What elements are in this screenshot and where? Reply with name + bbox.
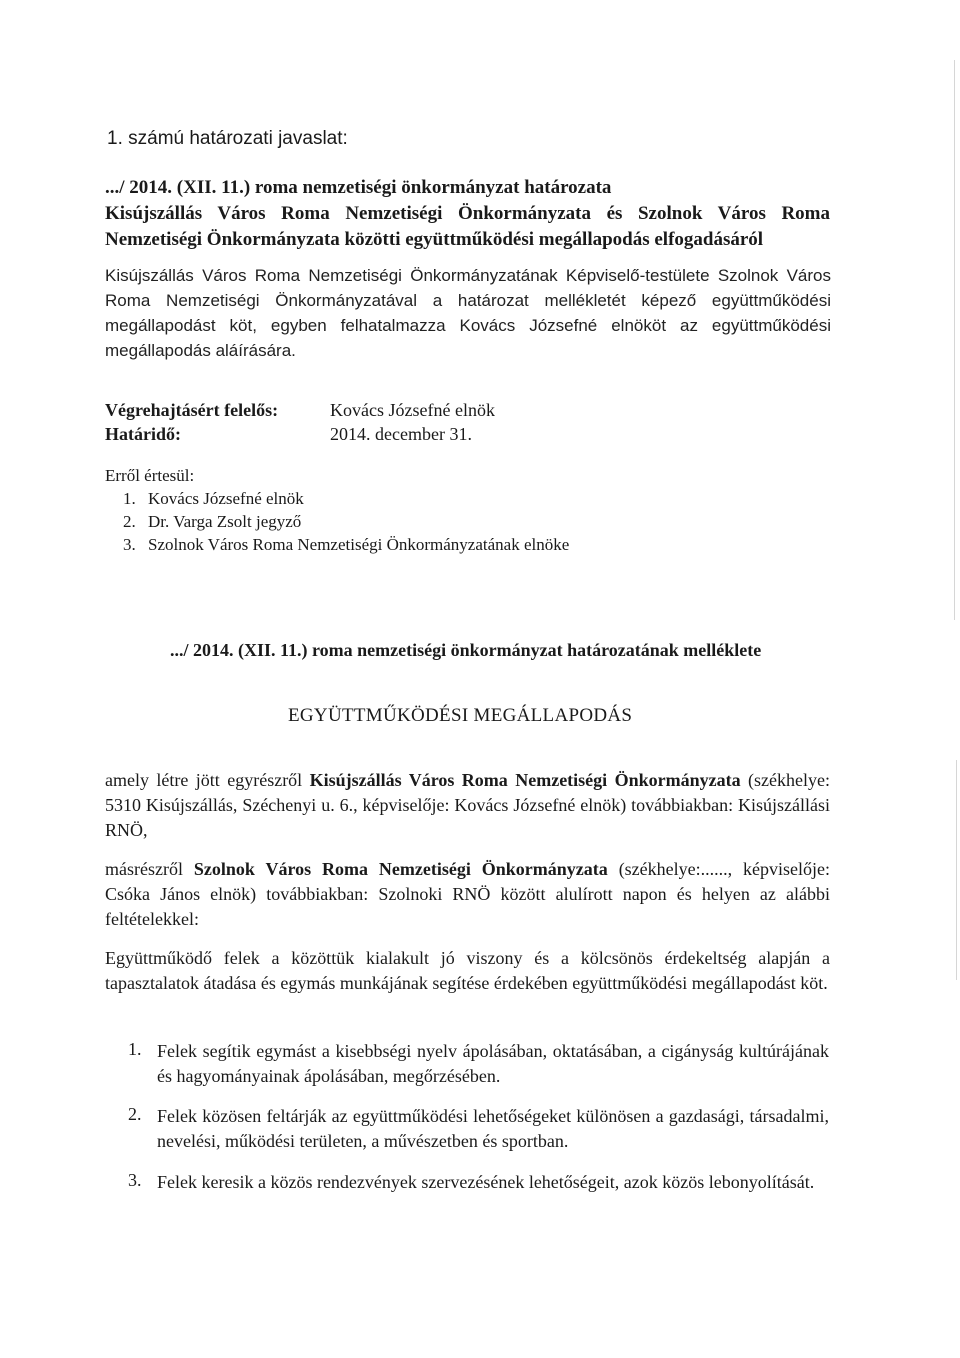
point-text: Felek közösen feltárják az együttműködési lehetőségeket különösen a gazdasági, társadalmi, nevelési, működési területen, a művészetben és sportban.: [157, 1106, 829, 1151]
notify-item-number: 1.: [123, 489, 136, 508]
party2-details: (székhelye:......, képviselője: Csóka János elnök) továbbiakban: Szolnoki RNÖ között alulírott napon és helyen az alábbi feltételekkel:: [105, 859, 831, 929]
notify-item-number: 2.: [123, 512, 136, 531]
resolution-heading: [105, 175, 830, 253]
notify-item: [123, 535, 569, 555]
notify-item-text: Szolnok Város Roma Nemzetiségi Önkormányzatának elnöke: [148, 535, 570, 554]
deadline-value: 2014. december 31.: [330, 424, 472, 444]
annex-heading: .../ 2014. (XII. 11.) roma nemzetiségi önkormányzat határozatának melléklete: [170, 640, 762, 660]
scan-edge-line: [956, 760, 957, 980]
party2-paragraph: [105, 857, 830, 932]
notify-title: Erről értesül:: [105, 466, 195, 485]
notify-item-number: 3.: [123, 535, 136, 554]
party1-name: Kisújszállás Város Roma Nemzetiségi Önkormányzata: [309, 770, 741, 790]
proposal-title: 1. számú határozati javaslat:: [107, 128, 348, 149]
party1-details: (székhelye: 5310 Kisújszállás, Széchenyi u. 6., képviselője: Kovács Józsefné elnök) továbbiakban: Kisújszállási RNÖ,: [105, 770, 830, 840]
point-number: 2.: [128, 1104, 142, 1124]
notify-item: [123, 512, 301, 532]
scan-edge-line: [954, 60, 955, 620]
deadline-label: Határidő:: [105, 424, 181, 444]
party1-intro: amely létre jött egyrészről: [105, 770, 303, 790]
resolution-heading-line: Kisújszállás Város Roma Nemzetiségi Önkormányzata és Szolnok Város Roma: [105, 203, 830, 224]
point-number: 3.: [128, 1170, 142, 1190]
party2-name: Szolnok Város Roma Nemzetiségi Önkormányzata: [193, 859, 608, 879]
resolution-heading-line: Nemzetiségi Önkormányzata közötti együttműködési megállapodás elfogadásáról: [105, 229, 764, 250]
party1-paragraph: [105, 768, 830, 843]
notify-item: [123, 489, 304, 509]
notify-item-text: Kovács Józsefné elnök: [148, 489, 304, 508]
point-text: Felek keresik a közös rendezvények szervezésének lehetőségeit, azok közös lebonyolítását.: [157, 1172, 815, 1192]
party2-intro: másrészről: [105, 859, 183, 879]
point-number: 1.: [128, 1039, 142, 1059]
agreement-intro: Együttműködő felek a közöttük kialakult jó viszony és a kölcsönös érdekeltség alapján a tapasztalatok átadása és egymás munkájának segítése érdekében együttműködési megállapodást köt.: [105, 948, 830, 993]
notify-item-text: Dr. Varga Zsolt jegyző: [148, 512, 302, 531]
resolution-heading-line: .../ 2014. (XII. 11.) roma nemzetiségi önkormányzat határozata: [105, 177, 612, 198]
resolution-body: Kisújszállás Város Roma Nemzetiségi Önkormányzatának Képviselő-testülete Szolnok Város Roma Nemzetiségi Önkormányzatával a határozat mellékletét képező együttműködési megállapodást köt, egyben felhatalmazza Kovács Józsefné elnököt az együttműködési megállapodás aláírására.: [105, 266, 831, 360]
exec-responsible-value: Kovács Józsefné elnök: [330, 400, 495, 420]
exec-responsible-label: Végrehajtásért felelős:: [105, 400, 279, 420]
agreement-title: EGYÜTTMŰKÖDÉSI MEGÁLLAPODÁS: [288, 705, 633, 726]
point-text: Felek segítik egymást a kisebbségi nyelv ápolásában, oktatásában, a cigányság kultúrájának és hagyományainak ápolásában, megőrzésében.: [157, 1041, 829, 1086]
